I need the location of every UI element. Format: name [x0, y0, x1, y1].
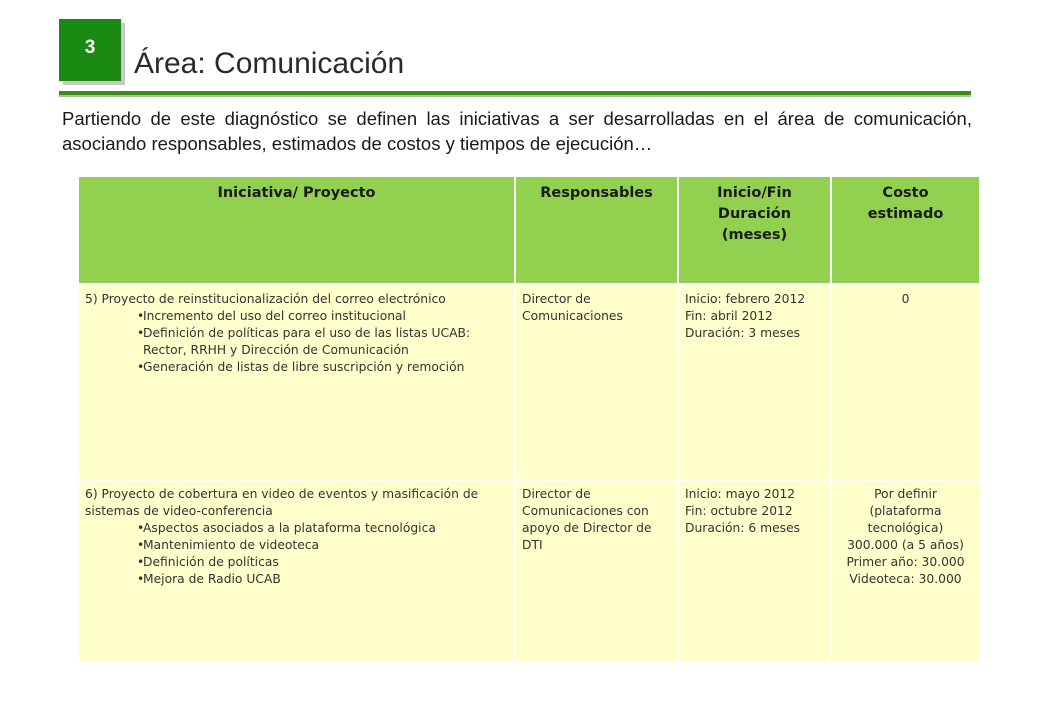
start-date: Inicio: febrero 2012 [685, 291, 806, 306]
project-title: 6) Proyecto de cobertura en video de eventos y masificación de sistemas de video-conferencia [85, 487, 479, 518]
cell-responsables: Director de Comunicaciones [515, 284, 678, 480]
cell-inicio-fin [678, 480, 831, 662]
cell-costo: Por definir (plataforma tecnológica) 300.000 (a 5 años) Primer año: 30.000 Videoteca: 30.000 [831, 480, 979, 662]
header-responsables: Responsables [515, 177, 678, 284]
project-bullets [85, 520, 508, 588]
cell-iniciativa [79, 480, 515, 662]
cell-responsables: Director de Comunicaciones con apoyo de Director de DTI [515, 480, 678, 662]
cell-inicio-fin [678, 284, 831, 480]
list-item: • Incremento del uso del correo institucional [137, 308, 508, 325]
header-inicio-fin: Inicio/Fin Duración (meses) [678, 177, 831, 284]
duration: Duración: 6 meses [685, 521, 801, 535]
initiatives-table [79, 177, 979, 663]
end-date: Fin: octubre 2012 [685, 504, 793, 518]
slide-number-badge [59, 19, 121, 81]
project-bullets [85, 308, 508, 376]
list-item: • Mantenimiento de videoteca [137, 537, 508, 554]
cell-costo: 0 [831, 284, 979, 480]
page-title: Área: Comunicación [134, 47, 405, 80]
list-item: • Aspectos asociados a la plataforma tecnológica [137, 520, 508, 537]
list-item: • Definición de políticas para el uso de las listas UCAB: Rector, RRHH y Dirección de Comunicación [137, 325, 508, 359]
intro-paragraph: Partiendo de este diagnóstico se definen las iniciativas a ser desarrolladas en el área de comunicación, asociando responsables, estimados de costos y tiempos de ejecución… [62, 108, 972, 154]
table-row [79, 284, 979, 480]
title-divider [59, 91, 971, 95]
list-item: • Generación de listas de libre suscripción y remoción [137, 359, 508, 376]
cell-iniciativa [79, 284, 515, 480]
table-header-row [79, 177, 979, 284]
header-costo: Costo estimado [831, 177, 979, 284]
header-iniciativa: Iniciativa/ Proyecto [79, 177, 515, 284]
list-item: • Mejora de Radio UCAB [137, 571, 508, 588]
table-row [79, 480, 979, 662]
end-date: Fin: abril 2012 [685, 308, 773, 323]
list-item: • Definición de políticas [137, 554, 508, 571]
start-date: Inicio: mayo 2012 [685, 487, 796, 501]
duration: Duración: 3 meses [685, 325, 801, 340]
project-title: 5) Proyecto de reinstitucionalización del correo electrónico [85, 291, 446, 306]
slide-number: 3 [84, 37, 96, 58]
